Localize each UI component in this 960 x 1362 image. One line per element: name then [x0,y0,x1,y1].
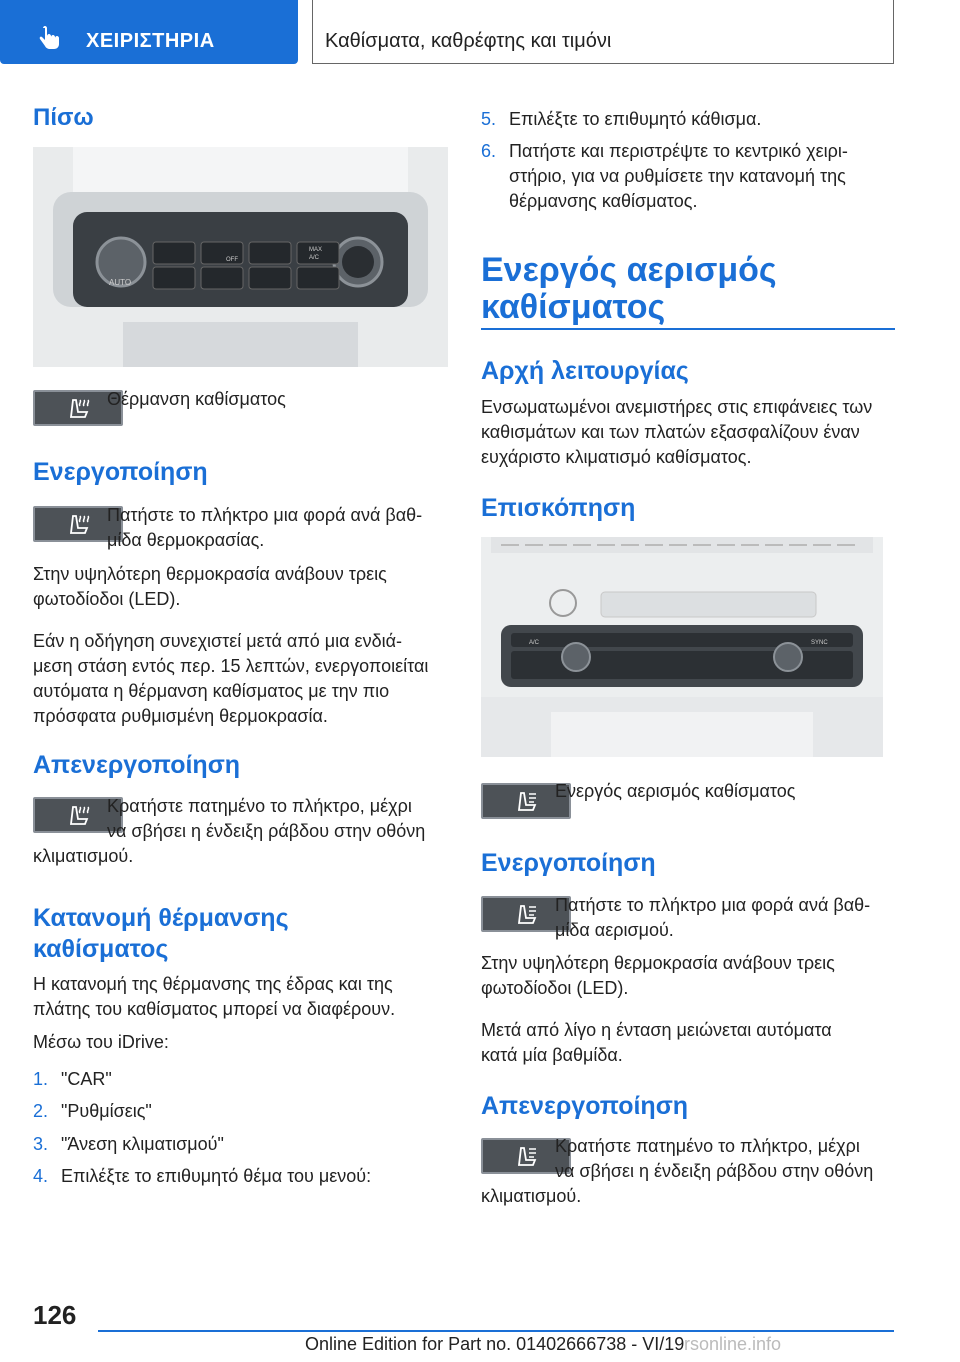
principle-line2: καθισμάτων και των πλατών εξασφαλίζουν έναν [481,422,860,442]
section-tab[interactable] [0,0,298,64]
step-text: "Ρυθμίσεις" [61,1101,152,1121]
chapter-title: Καθίσματα, καθρέφτης και τιμόνι [325,30,612,52]
step-text: Επιλέξτε το επιθυμητό θέμα του μενού: [61,1166,372,1186]
step-number: 5. [481,109,497,129]
principle-line3: ευχάριστο κλιματισμό καθίσματος. [481,447,752,467]
seat-heating-icon [67,804,93,828]
heading-deactivation-vent: Απενεργοποίηση [481,1092,689,1120]
vent-activation-p3-line1: Μετά από λίγο η ένταση μειώνεται αυτόματα [481,1020,832,1040]
heading-ventilation-2: καθίσματος [481,288,666,326]
panel-auto-label: AUTO [109,278,132,287]
activation-p3-line1: Εάν η οδήγηση συνεχιστεί μετά από μια ενδιά- [33,631,402,651]
caption-heating: Θέρμανση καθίσματος [107,389,286,409]
vent-deactivation-line3: κλιματισμού. [481,1186,582,1206]
distribution-line2: πλάτης του καθίσματος μπορεί να διαφέρουν. [33,999,396,1019]
chapter-header [312,0,894,64]
heading-back: Πίσω [33,104,94,131]
heading-activation-vent: Ενεργοποίηση [481,849,656,877]
vent-activation-line2: μίδα αερισμού. [555,920,674,940]
seat-heating-icon [67,513,93,537]
section-title: ΧΕΙΡΙΣΤΗΡΙΑ [86,30,215,52]
rear-climate-panel-illustration [33,147,448,367]
heading-distribution-1: Κατανομή θέρμανσης [33,904,289,932]
rear-panel-photo [33,147,448,367]
step-number: 2. [33,1101,49,1121]
heading-overview: Επισκόπηση [481,494,636,522]
step-text: Επιλέξτε το επιθυμητό κάθισμα. [509,109,762,129]
vent-deactivation-line1: Κρατήστε πατημένο το πλήκτρο, μέχρι [555,1136,860,1156]
seat-ventilation-icon [515,790,541,814]
panel-max-label: MAX [309,247,323,253]
activation-p2-line2: φωτοδίοδοι (LED). [33,589,181,609]
step-text: "Άνεση κλιματισμού" [61,1134,224,1154]
vent-activation-p2-line1: Στην υψηλότερη θερμοκρασία ανάβουν τρεις [481,953,835,973]
front-panel-sync-label: SYNC [811,640,828,646]
front-climate-panel-illustration [481,537,883,757]
vent-deactivation-line2: να σβήσει η ένδειξη ράβδου στην οθόνη [555,1161,874,1181]
step-text: Πατήστε και περιστρέψτε το κεντρικό χειρι- [509,141,848,161]
heading-deactivation: Απενεργοποίηση [33,751,241,779]
heading-rule [481,328,895,330]
caption-ventilation: Ενεργός αερισμός καθίσματος [555,781,796,801]
seat-ventilation-icon [515,903,541,927]
heading-distribution-2: καθίσματος [33,935,169,963]
activation-p3-line2: μεση στάση εντός περ. 15 λεπτών, ενεργοποιείται [33,656,429,676]
step6-line2: στήριο, για να ρυθμίσετε την κατανομή της [509,166,846,186]
vent-activation-line1: Πατήστε το πλήκτρο μια φορά ανά βαθ- [555,895,871,915]
step-number: 3. [33,1134,49,1154]
step-number: 4. [33,1166,49,1186]
step-text: "CAR" [61,1069,112,1089]
page-number: 126 [33,1300,77,1330]
activation-p2-line1: Στην υψηλότερη θερμοκρασία ανάβουν τρεις [33,564,387,584]
hand-icon [38,26,60,50]
heading-activation: Ενεργοποίηση [33,458,208,486]
deactivation-line2: να σβήσει η ένδειξη ράβδου στην οθόνη [107,821,426,841]
vent-activation-p3-line2: κατά μία βαθμίδα. [481,1045,623,1065]
heading-principle: Αρχή λειτουργίας [481,357,689,385]
heading-ventilation-1: Ενεργός αερισμός [481,251,777,289]
panel-off-label: OFF [226,257,238,263]
step6-line3: θέρμανσης καθίσματος. [509,191,698,211]
front-panel-ac-label: A/C [529,640,540,646]
distribution-line1: Η κατανομή της θέρμανσης της έδρας και της [33,974,393,994]
step-number: 6. [481,141,497,161]
panel-ac-label: A/C [309,255,320,261]
seat-heating-icon [67,397,93,421]
site-watermark: rsonline.info [684,1334,782,1354]
activation-p3-line3: αυτόματα η θέρμανση καθίσματος με την πιο [33,681,390,701]
footer-rule [98,1330,894,1332]
activation-line1: Πατήστε το πλήκτρο μια φορά ανά βαθ- [107,505,423,525]
front-panel-photo [481,537,883,757]
principle-line1: Ενσωματωμένοι ανεμιστήρες στις επιφάνειες των [481,397,873,417]
activation-p3-line4: πρόσφατα ρυθμισμένη θερμοκρασία. [33,706,328,726]
seat-ventilation-icon [515,1145,541,1169]
deactivation-line3: κλιματισμού. [33,846,134,866]
edition-text: Online Edition for Part no. 01402666738 - VI/19 [305,1334,685,1354]
deactivation-line1: Κρατήστε πατημένο το πλήκτρο, μέχρι [107,796,412,816]
vent-activation-p2-line2: φωτοδίοδοι (LED). [481,978,629,998]
distribution-via: Μέσω του iDrive: [33,1032,169,1052]
step-number: 1. [33,1069,49,1089]
activation-line2: μίδα θερμοκρασίας. [107,530,265,550]
